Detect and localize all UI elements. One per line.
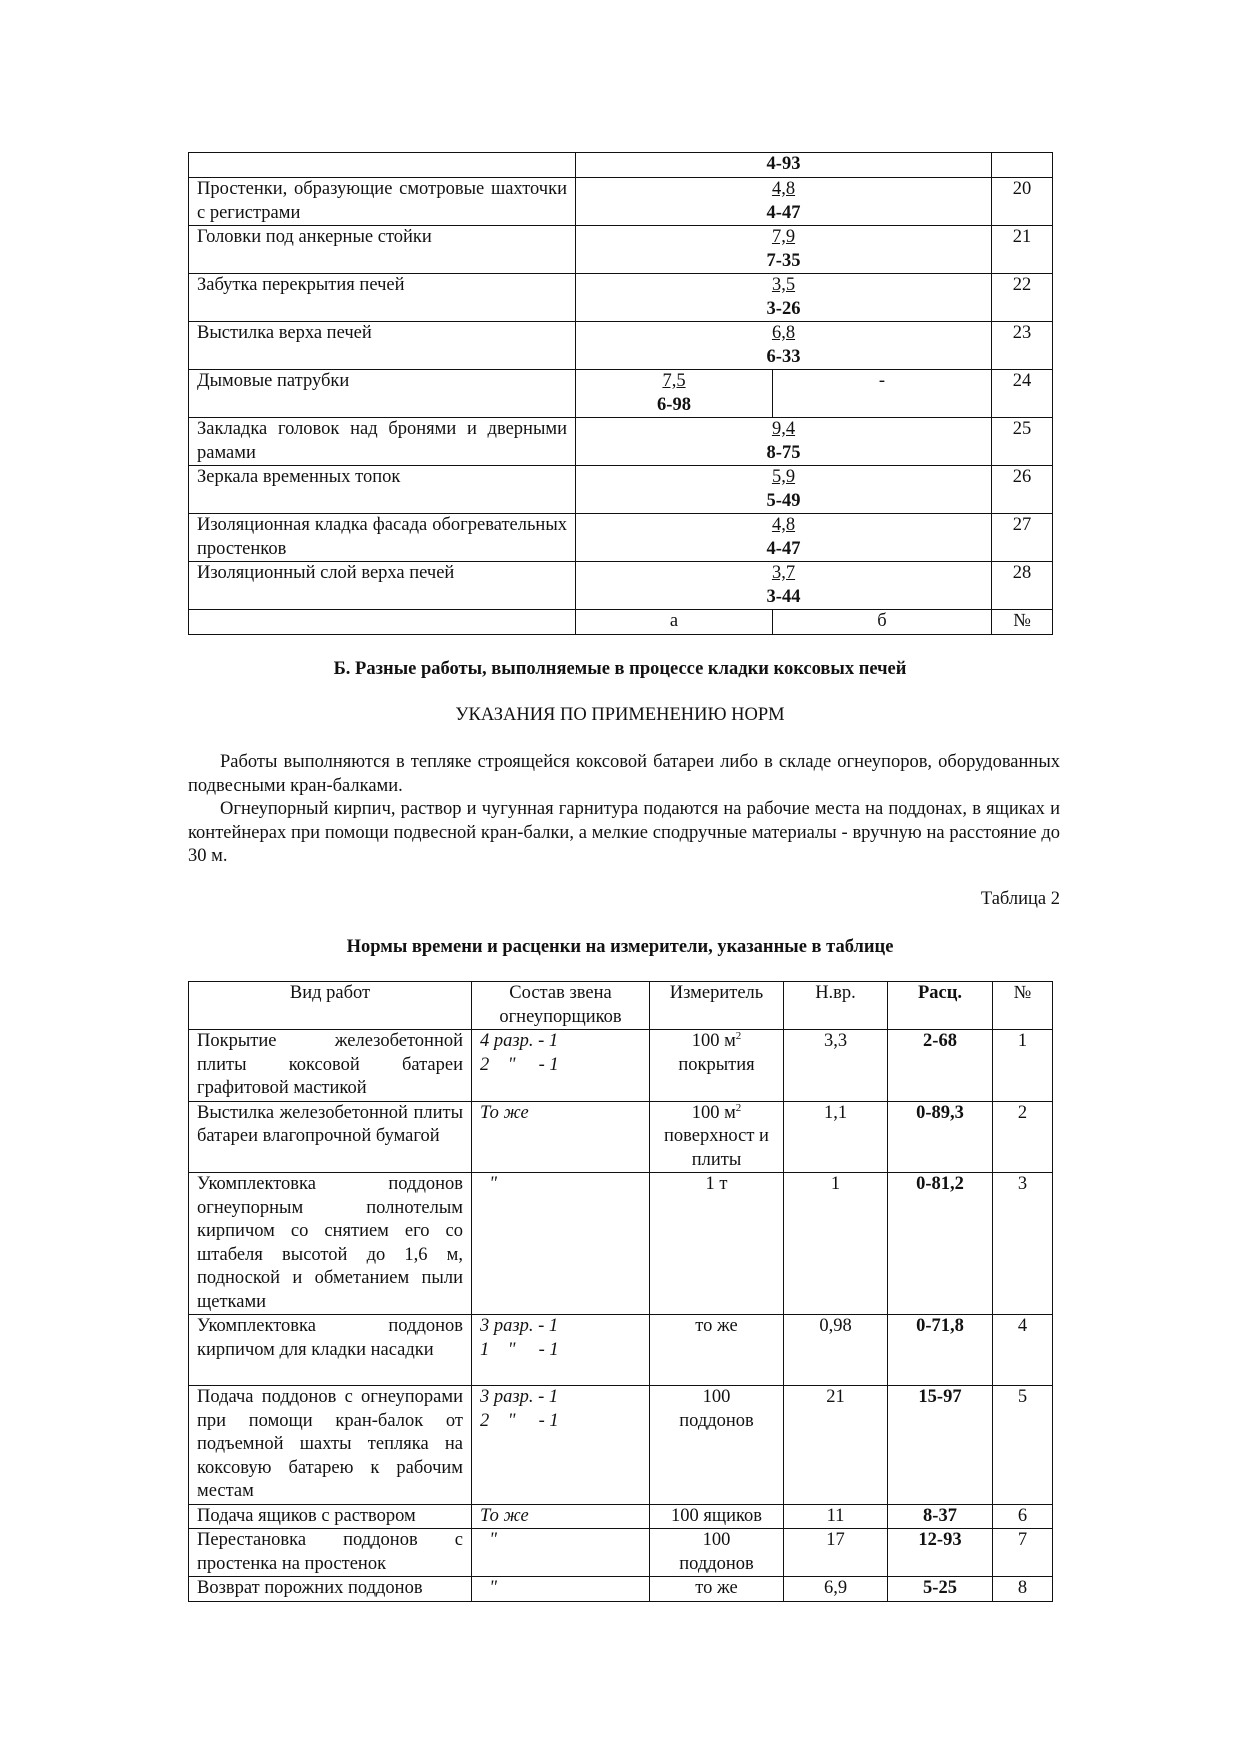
hours-cell: 1,1: [784, 1101, 888, 1173]
paragraph: Огнеупорный кирпич, раствор и чугунная гарнитура подаются на рабочие места на поддонах, в ящиках и контейнерах при помощи подвесной кран-балки, а мелкие сподручные материалы - вручную на расстояние до 30 м.: [188, 799, 1060, 866]
unit-cell: [650, 1529, 784, 1577]
unit-cell: [650, 1577, 784, 1602]
price-value: 6-33: [766, 346, 801, 367]
table-row: [189, 322, 1053, 370]
table-row: [189, 1315, 1053, 1386]
crew-line: 2 " - 1: [480, 1054, 559, 1075]
header-price: Расц.: [888, 982, 993, 1030]
row-number: 26: [992, 466, 1053, 514]
work-name: Перестановка поддонов с простенка на простенок: [189, 1529, 472, 1577]
norm-cell: [576, 370, 773, 418]
table-row: [189, 1504, 1053, 1529]
work-name: Забутка перекрытия печей: [189, 274, 576, 322]
price-cell: 15-97: [888, 1386, 993, 1505]
row-number: 8: [993, 1577, 1053, 1602]
crew-cell: [472, 1386, 650, 1505]
price-cell: 2-68: [888, 1030, 993, 1102]
crew-cell: [472, 1577, 650, 1602]
crew-line: ": [480, 1174, 498, 1194]
norm-cell: [576, 418, 992, 466]
table-row: [189, 1386, 1053, 1505]
table-row: [189, 418, 1053, 466]
paragraph: Работы выполняются в тепляке строящейся коксовой батареи либо в складе огнеупоров, оборудованных подвесными кран-балками.: [188, 752, 1060, 796]
row-number: 20: [992, 178, 1053, 226]
unit-cell: [650, 1030, 784, 1102]
norm-value: 7,5: [662, 371, 686, 391]
norm-value: 5,9: [771, 467, 796, 487]
norm-value: 4,8: [771, 179, 796, 199]
price-cell: 12-93: [888, 1529, 993, 1577]
table-row: [189, 466, 1053, 514]
unit-cell: [650, 1101, 784, 1173]
work-name: Изоляционный слой верха печей: [189, 562, 576, 610]
unit-value: 100 м: [691, 1102, 736, 1123]
table-row: [189, 562, 1053, 610]
row-number: 5: [993, 1386, 1053, 1505]
norm-cell: [576, 466, 992, 514]
row-number: 25: [992, 418, 1053, 466]
price-cell: 5-25: [888, 1577, 993, 1602]
crew-cell: [472, 1504, 650, 1529]
hours-cell: 0,98: [784, 1315, 888, 1386]
hours-cell: 1: [784, 1173, 888, 1315]
col-a: а: [576, 610, 773, 635]
unit-detail: поверхност и плиты: [664, 1126, 769, 1170]
row-number: 6: [993, 1504, 1053, 1529]
unit-detail: покрытия: [678, 1054, 755, 1075]
crew-line: 3 разр. - 1: [480, 1316, 559, 1336]
crew-line: ": [480, 1578, 498, 1598]
work-name: Укомплектовка поддонов кирпичом для кладки насадки: [189, 1315, 472, 1386]
price-cell: 0-89,3: [888, 1101, 993, 1173]
crew-line: ": [480, 1530, 498, 1550]
unit-superscript: 2: [735, 1029, 742, 1042]
crew-cell: [472, 1101, 650, 1173]
unit-cell: [650, 1315, 784, 1386]
norm-cell: [576, 178, 992, 226]
row-number: 3: [993, 1173, 1053, 1315]
work-name: Возврат порожних поддонов: [189, 1577, 472, 1602]
norms-table-continued: [188, 152, 1053, 635]
table-header-row: [189, 982, 1053, 1030]
norms-table-2: [188, 981, 1053, 1602]
work-name: Подача ящиков с раствором: [189, 1504, 472, 1529]
table-footer-row: [189, 610, 1053, 635]
table-row: [189, 1173, 1053, 1315]
section-title: Б. Разные работы, выполняемые в процессе кладки коксовых печей: [333, 659, 907, 679]
crew-line: 1 " - 1: [480, 1339, 559, 1360]
price-value: 3-26: [766, 298, 801, 319]
norm-value: 7,9: [771, 227, 796, 247]
hours-cell: 17: [784, 1529, 888, 1577]
row-number: 23: [992, 322, 1053, 370]
table-label: Таблица 2: [980, 889, 1060, 909]
table-title: Нормы времени и расценки на измерители, указанные в таблице: [346, 937, 894, 957]
price-value: 3-44: [766, 586, 801, 607]
table-row: [189, 1030, 1053, 1102]
norm-value: 3,7: [771, 563, 796, 583]
header-work: Вид работ: [189, 982, 472, 1030]
crew-line: То же: [480, 1102, 529, 1123]
guidelines-text: [188, 751, 1060, 869]
unit-value: 100 м: [691, 1031, 736, 1051]
table-row: [189, 1529, 1053, 1577]
unit-value: то же: [695, 1316, 738, 1336]
crew-line: 2 " - 1: [480, 1410, 559, 1431]
unit-detail: поддонов: [679, 1410, 754, 1431]
work-name: Подача поддонов с огнеупорами при помощи кран-балок от подъемной шахты тепляка на коксовую батарею к рабочим местам: [189, 1386, 472, 1505]
crew-line: 4 разр. - 1: [480, 1031, 559, 1051]
unit-cell: [650, 1386, 784, 1505]
price-value: 4-47: [766, 538, 801, 559]
work-name: Укомплектовка поддонов огнеупорным полнотелым кирпичом со снятием его со штабеля высотой до 1,6 м, подноской и обметанием пыли щетками: [189, 1173, 472, 1315]
row-number: 4: [993, 1315, 1053, 1386]
price-cell: 0-81,2: [888, 1173, 993, 1315]
row-number: 24: [992, 370, 1053, 418]
guidelines-title: УКАЗАНИЯ ПО ПРИМЕНЕНИЮ НОРМ: [455, 705, 785, 725]
crew-line: То же: [480, 1505, 529, 1526]
unit-value: 100: [702, 1530, 731, 1550]
norm-cell: [576, 226, 992, 274]
header-unit: Измеритель: [650, 982, 784, 1030]
price-value: 7-35: [766, 250, 801, 271]
crew-cell: [472, 1030, 650, 1102]
crew-cell: [472, 1315, 650, 1386]
table-row: [189, 1577, 1053, 1602]
crew-line: 3 разр. - 1: [480, 1387, 559, 1407]
hours-cell: 21: [784, 1386, 888, 1505]
row-number: 27: [992, 514, 1053, 562]
norm-cell: [576, 274, 992, 322]
price-cell: 4-93: [576, 153, 992, 178]
norm-value: 4,8: [771, 515, 796, 535]
table-row: [189, 1101, 1053, 1173]
norm-value: 6,8: [771, 323, 796, 343]
unit-value: 100: [702, 1387, 731, 1407]
work-name: Выстилка железобетонной плиты батареи влагопрочной бумагой: [189, 1101, 472, 1173]
row-number: 7: [993, 1529, 1053, 1577]
header-crew: Состав звена огнеупорщиков: [472, 982, 650, 1030]
hours-cell: 3,3: [784, 1030, 888, 1102]
row-number: 21: [992, 226, 1053, 274]
col-no: №: [992, 610, 1053, 635]
price-value: 4-47: [766, 202, 801, 223]
unit-value: то же: [695, 1578, 738, 1598]
norm-cell: [576, 514, 992, 562]
row-number: 2: [993, 1101, 1053, 1173]
unit-cell: [650, 1504, 784, 1529]
table-row: [189, 226, 1053, 274]
table-row: [189, 178, 1053, 226]
price-value: 8-75: [766, 442, 801, 463]
norm-value: 3,5: [771, 275, 796, 295]
header-no: №: [993, 982, 1053, 1030]
row-number: 22: [992, 274, 1053, 322]
work-name: Простенки, образующие смотровые шахточки с регистрами: [189, 178, 576, 226]
table-row: [189, 153, 1053, 178]
table-row: [189, 370, 1053, 418]
price-value: 6-98: [657, 394, 691, 415]
work-name: Покрытие железобетонной плиты коксовой батареи графитовой мастикой: [189, 1030, 472, 1102]
hours-cell: 11: [784, 1504, 888, 1529]
table-row: [189, 274, 1053, 322]
col-b: б: [773, 610, 992, 635]
work-name: Зеркала временных топок: [189, 466, 576, 514]
row-number: 1: [993, 1030, 1053, 1102]
work-name: Головки под анкерные стойки: [189, 226, 576, 274]
hours-cell: 6,9: [784, 1577, 888, 1602]
price-cell: 8-37: [888, 1504, 993, 1529]
header-hours: Н.вр.: [784, 982, 888, 1030]
unit-cell: [650, 1173, 784, 1315]
price-cell: 0-71,8: [888, 1315, 993, 1386]
unit-value: 100 ящиков: [670, 1505, 763, 1526]
norm-cell: [576, 322, 992, 370]
unit-superscript: 2: [735, 1101, 742, 1114]
price-value: 5-49: [766, 490, 801, 511]
crew-cell: [472, 1529, 650, 1577]
row-number: 28: [992, 562, 1053, 610]
unit-detail: поддонов: [679, 1553, 754, 1574]
b-cell: -: [773, 370, 992, 418]
work-name: Выстилка верха печей: [189, 322, 576, 370]
crew-cell: [472, 1173, 650, 1315]
norm-cell: [576, 562, 992, 610]
unit-value: 1 т: [705, 1174, 728, 1194]
work-name: Изоляционная кладка фасада обогревательных простенков: [189, 514, 576, 562]
table-row: [189, 514, 1053, 562]
work-name: Закладка головок над бронями и дверными рамами: [189, 418, 576, 466]
work-name: Дымовые патрубки: [189, 370, 576, 418]
norm-value: 9,4: [771, 419, 796, 439]
